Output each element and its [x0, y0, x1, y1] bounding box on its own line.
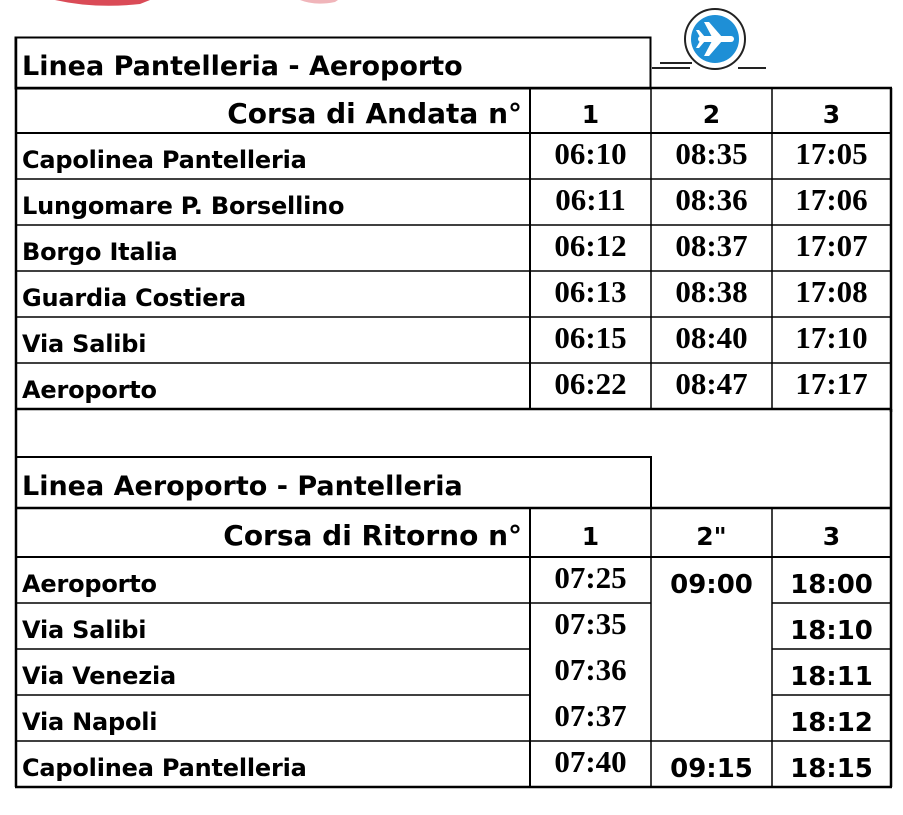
- outbound-stop-name: Via Salibi: [22, 330, 147, 358]
- outbound-run-1: 1: [581, 100, 600, 129]
- return-time: 18:11: [790, 662, 873, 692]
- outbound-stop-name: Aeroporto: [22, 376, 157, 404]
- outbound-time: 17:10: [795, 320, 868, 355]
- outbound-time: 17:07: [795, 228, 868, 263]
- outbound-time: 08:36: [675, 182, 748, 217]
- outbound-time: 08:40: [675, 320, 748, 355]
- outbound-stop-name: Lungomare P. Borsellino: [22, 192, 345, 220]
- return-time: 07:40: [554, 744, 627, 779]
- outbound-header-label: Corsa di Andata n°: [227, 97, 522, 130]
- outbound-time: 06:22: [554, 366, 627, 401]
- outbound-time: 06:10: [554, 136, 627, 171]
- outbound-time: 06:15: [554, 320, 627, 355]
- return-time: 18:15: [790, 754, 873, 784]
- return-stop-name: Aeroporto: [22, 570, 157, 598]
- return-stop-name: Via Venezia: [22, 662, 177, 690]
- outbound-time: 17:08: [795, 274, 868, 309]
- return-run-1: 1: [581, 522, 600, 551]
- return-time: 07:25: [554, 560, 627, 595]
- return-stop-name: Via Napoli: [22, 708, 158, 736]
- return-run-3: 3: [822, 522, 841, 551]
- return-time: 18:10: [790, 616, 873, 646]
- return-time: 07:35: [554, 606, 627, 641]
- outbound-time: 08:38: [675, 274, 748, 309]
- outbound-stop-name: Capolinea Pantelleria: [22, 146, 307, 174]
- outbound-time: 08:37: [675, 228, 748, 263]
- return-run-2: 2": [696, 522, 727, 551]
- outbound-line-title: Linea Pantelleria - Aeroporto: [22, 50, 463, 82]
- outbound-time: 17:17: [795, 366, 868, 401]
- outbound-time: 06:13: [554, 274, 627, 309]
- outbound-run-2: 2: [702, 100, 721, 129]
- outbound-time: 17:05: [795, 136, 868, 171]
- return-time: 07:37: [554, 698, 627, 733]
- outbound-time: 08:47: [675, 366, 748, 401]
- return-line-title: Linea Aeroporto - Pantelleria: [22, 470, 463, 502]
- return-header-label: Corsa di Ritorno n°: [223, 519, 522, 552]
- return-stop-name: Capolinea Pantelleria: [22, 754, 307, 782]
- outbound-time: 06:11: [555, 182, 626, 217]
- return-time: 09:15: [670, 754, 753, 784]
- outbound-stop-name: Borgo Italia: [22, 238, 178, 266]
- outbound-time: 08:35: [675, 136, 748, 171]
- return-stop-name: Via Salibi: [22, 616, 147, 644]
- outbound-time: 06:12: [554, 228, 627, 263]
- outbound-stop-name: Guardia Costiera: [22, 284, 246, 312]
- outbound-run-3: 3: [822, 100, 841, 129]
- return-time: 18:12: [790, 708, 873, 738]
- return-time: 09:00: [670, 570, 753, 600]
- return-time: 07:36: [554, 652, 627, 687]
- outbound-time: 17:06: [795, 182, 868, 217]
- return-time: 18:00: [790, 570, 873, 600]
